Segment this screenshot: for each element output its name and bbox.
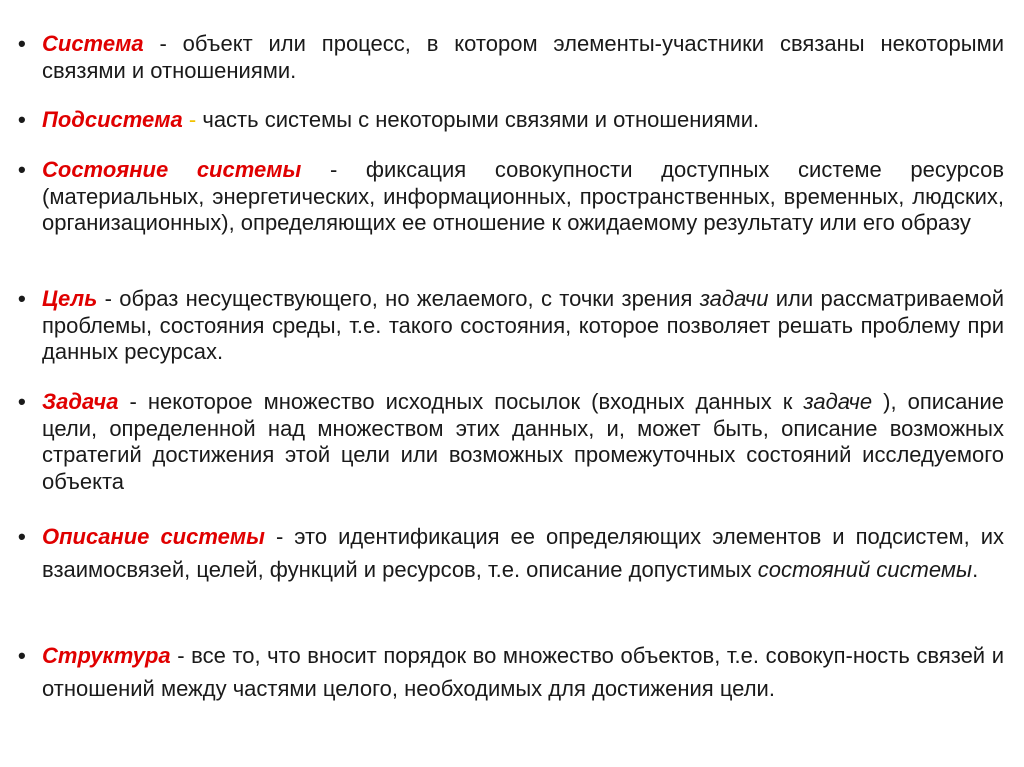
term-label: Цель bbox=[42, 286, 98, 311]
definition-text: . bbox=[972, 557, 979, 582]
term-dash: - bbox=[159, 31, 167, 56]
emphasized-word: задаче bbox=[803, 389, 873, 414]
term-label: Описание системы bbox=[42, 524, 265, 549]
definition-text: или рассматриваемой проблемы, состояния среды, т.е. такого состояния, которое позволяет решать проблему при данных ресурсах. bbox=[42, 286, 1004, 364]
term-dash: - bbox=[188, 107, 197, 132]
emphasized-word: состояний системы bbox=[757, 557, 973, 582]
definition-text: некоторое множество исходных посылок (входных данных к bbox=[136, 389, 804, 414]
term-label: Структура bbox=[42, 643, 171, 668]
emphasized-word: задачи bbox=[699, 286, 769, 311]
term-dash: - bbox=[329, 157, 338, 182]
definition-body bbox=[42, 31, 1004, 84]
definition-item-tsel bbox=[18, 286, 1004, 366]
term-label: Подсистема bbox=[42, 107, 183, 132]
definition-text: фиксация совокупности доступных системе ресурсов (материальных, энергетических, информационных, пространственных, временных, людских, организационных), определяющих ее отношение к ожидаемому результату или его образу bbox=[42, 157, 1005, 235]
term-dash: - bbox=[275, 524, 284, 549]
definition-text: все то, что вносит порядок во множество объектов, т.е. совокуп-ность связей и отношений между частями целого, необходимых для достижения цели. bbox=[42, 643, 1004, 701]
bullet: • bbox=[18, 643, 26, 668]
term-label: Система bbox=[42, 31, 144, 56]
definition-body bbox=[42, 107, 1004, 134]
definition-body bbox=[42, 639, 1004, 705]
definition-item-zadacha bbox=[18, 389, 1004, 495]
definition-body bbox=[42, 286, 1004, 366]
definition-item-struktura bbox=[18, 639, 1004, 705]
term-dash: - bbox=[177, 643, 185, 668]
definition-body bbox=[42, 157, 1004, 237]
bullet: • bbox=[18, 389, 26, 414]
term-label: Задача bbox=[42, 389, 119, 414]
term-label: Состояние системы bbox=[42, 157, 302, 182]
term-dash: - bbox=[104, 286, 112, 311]
bullet: • bbox=[18, 524, 26, 549]
definition-text: часть системы с некоторыми связями и отношениями. bbox=[196, 107, 760, 132]
definition-body bbox=[42, 520, 1004, 586]
bullet: • bbox=[18, 286, 26, 311]
bullet: • bbox=[18, 157, 26, 182]
definition-text: объект или процесс, в котором элементы-участники связаны некоторыми связями и отношениями. bbox=[42, 31, 1004, 83]
definition-item-sostoyanie-sistemy bbox=[18, 157, 1004, 237]
definition-text: образ несуществующего, но желаемого, с точки зрения bbox=[111, 286, 700, 311]
bullet: • bbox=[18, 31, 26, 56]
definition-text: ), описание цели, определенной над множеством этих данных, и, может быть, описание возможных стратегий достижения этой цели или возможных промежуточных состояний исследуемого объекта bbox=[42, 389, 1004, 494]
term-dash: - bbox=[129, 389, 137, 414]
definition-text: это идентификация ее определяющих элементов и подсистем, их взаимосвязей, целей, функций и ресурсов, т.е. описание допустимых bbox=[42, 524, 1004, 582]
definition-item-podsistema bbox=[18, 107, 1004, 134]
definition-body bbox=[42, 389, 1004, 495]
definition-item-opisanie-sistemy bbox=[18, 520, 1004, 586]
bullet: • bbox=[18, 107, 26, 132]
definition-item-sistema bbox=[18, 31, 1004, 84]
